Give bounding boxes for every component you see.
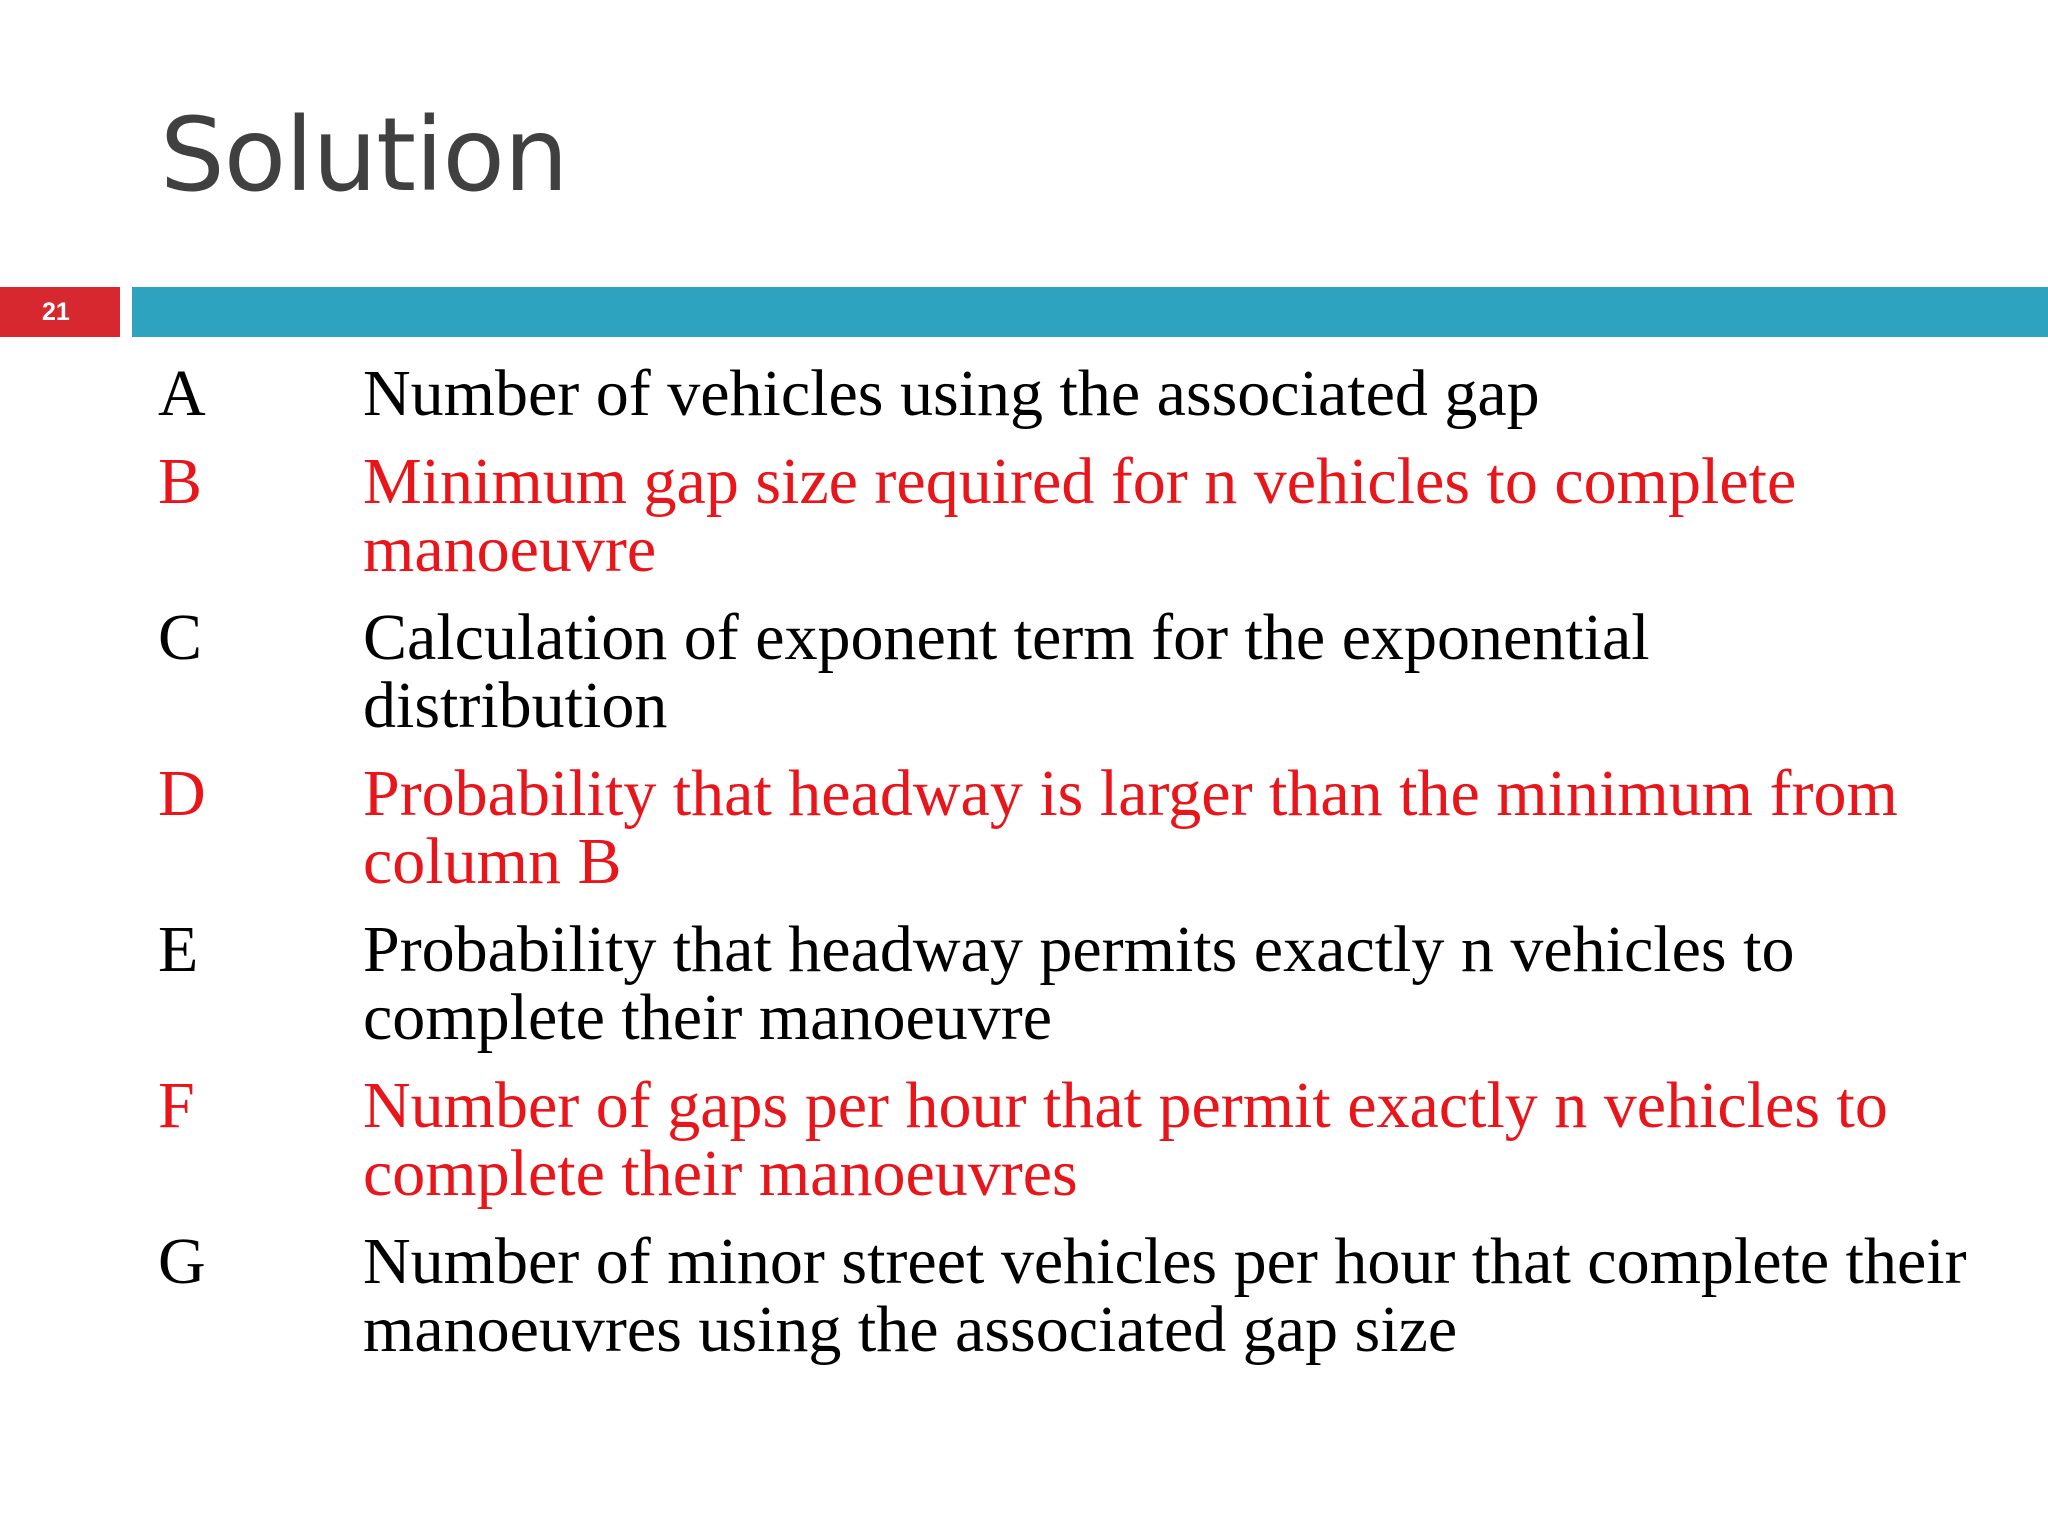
slide-number-badge: 21	[0, 287, 120, 337]
column-definition-list	[158, 357, 2008, 1384]
list-item-g	[158, 1225, 2008, 1366]
item-description: Number of gaps per hour that permit exactly n vehicles to complete their manoeuvres	[363, 1069, 1888, 1210]
list-item-b	[158, 445, 2008, 586]
list-item-f	[158, 1069, 2008, 1210]
item-description: Number of vehicles using the associated gap	[363, 357, 1540, 430]
item-description: Calculation of exponent term for the exponential distribution	[363, 601, 1650, 742]
list-item-e	[158, 913, 2008, 1054]
list-item-c	[158, 601, 2008, 742]
item-letter: A	[158, 357, 206, 430]
list-item-d	[158, 757, 2008, 898]
item-letter: D	[158, 757, 206, 830]
item-description: Minimum gap size required for n vehicles to complete manoeuvre	[363, 445, 1797, 586]
item-letter: G	[158, 1225, 206, 1298]
item-letter: E	[158, 913, 199, 986]
item-description: Probability that headway is larger than the minimum from column B	[363, 757, 1898, 898]
item-letter: F	[158, 1069, 195, 1142]
item-letter: C	[158, 601, 203, 674]
item-description: Probability that headway permits exactly n vehicles to complete their manoeuvre	[363, 913, 1795, 1054]
item-description: Number of minor street vehicles per hour that complete their manoeuvres using the associated gap size	[363, 1225, 1967, 1366]
slide-title: Solution	[160, 96, 568, 215]
title-accent-bar	[132, 287, 2048, 337]
list-item-a	[158, 357, 2008, 430]
item-letter: B	[158, 445, 203, 518]
